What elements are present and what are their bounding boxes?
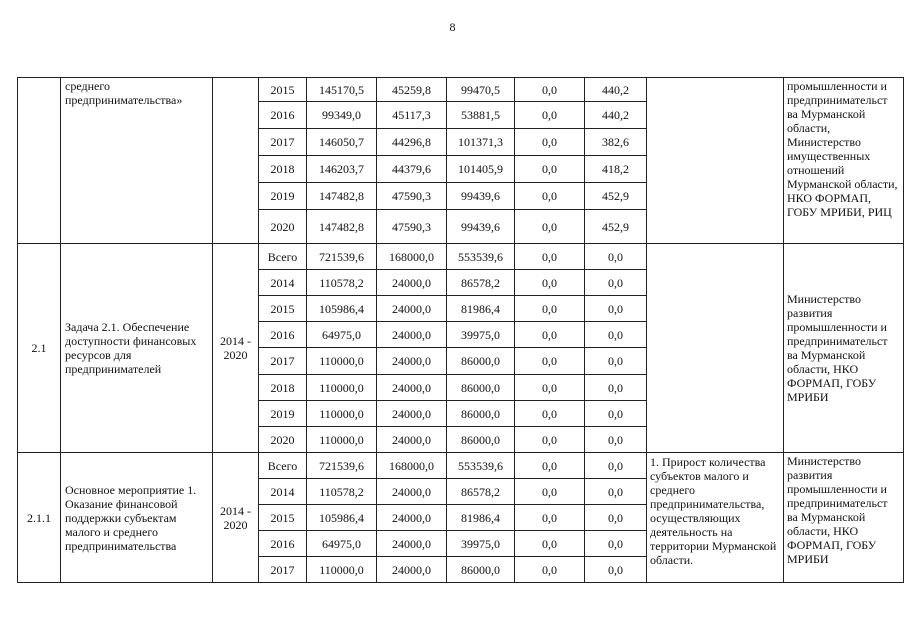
local-cell: 0,0 — [515, 531, 585, 557]
local-cell: 0,0 — [515, 479, 585, 505]
federal-cell: 45117,3 — [377, 102, 447, 129]
regional-cell: 86000,0 — [447, 348, 515, 375]
total-cell: 110578,2 — [307, 479, 377, 505]
regional-cell: 86000,0 — [447, 557, 515, 583]
local-cell: 0,0 — [515, 78, 585, 102]
year-cell: 2014 — [259, 270, 307, 296]
federal-cell: 24000,0 — [377, 479, 447, 505]
other-cell: 440,2 — [585, 102, 647, 129]
federal-cell: 168000,0 — [377, 244, 447, 270]
item-name: Основное мероприятие 1. Оказание финансовой поддержки субъектам малого и среднего предпринимательства — [61, 453, 213, 583]
local-cell: 0,0 — [515, 210, 585, 244]
regional-cell: 53881,5 — [447, 102, 515, 129]
local-cell: 0,0 — [515, 427, 585, 453]
federal-cell: 24000,0 — [377, 531, 447, 557]
local-cell: 0,0 — [515, 505, 585, 531]
year-cell: 2017 — [259, 557, 307, 583]
total-cell: 147482,8 — [307, 210, 377, 244]
local-cell: 0,0 — [515, 453, 585, 479]
other-cell: 0,0 — [585, 244, 647, 270]
total-cell: 145170,5 — [307, 78, 377, 102]
item-name: среднего предпринимательства» — [61, 78, 213, 244]
regional-cell: 101405,9 — [447, 156, 515, 183]
year-cell: 2018 — [259, 375, 307, 401]
local-cell: 0,0 — [515, 129, 585, 156]
regional-cell: 86578,2 — [447, 270, 515, 296]
regional-cell: 81986,4 — [447, 505, 515, 531]
federal-cell: 47590,3 — [377, 210, 447, 244]
other-cell: 0,0 — [585, 270, 647, 296]
regional-cell: 39975,0 — [447, 531, 515, 557]
regional-cell: 81986,4 — [447, 296, 515, 322]
item-code: 2.1.1 — [18, 453, 61, 583]
other-cell: 452,9 — [585, 183, 647, 210]
total-cell: 110000,0 — [307, 427, 377, 453]
local-cell: 0,0 — [515, 244, 585, 270]
local-cell: 0,0 — [515, 156, 585, 183]
total-cell: 721539,6 — [307, 453, 377, 479]
year-cell: 2018 — [259, 156, 307, 183]
regional-cell: 553539,6 — [447, 244, 515, 270]
federal-cell: 47590,3 — [377, 183, 447, 210]
other-cell: 0,0 — [585, 557, 647, 583]
local-cell: 0,0 — [515, 557, 585, 583]
table-row — [18, 78, 904, 102]
other-cell: 418,2 — [585, 156, 647, 183]
year-cell: 2017 — [259, 348, 307, 375]
total-cell: 105986,4 — [307, 296, 377, 322]
year-cell: Всего — [259, 244, 307, 270]
local-cell: 0,0 — [515, 401, 585, 427]
total-cell: 64975,0 — [307, 322, 377, 348]
other-cell: 0,0 — [585, 505, 647, 531]
year-cell: 2020 — [259, 427, 307, 453]
federal-cell: 44296,8 — [377, 129, 447, 156]
regional-cell: 99439,6 — [447, 183, 515, 210]
regional-cell: 553539,6 — [447, 453, 515, 479]
item-period: 2014 - 2020 — [213, 453, 259, 583]
total-cell: 110578,2 — [307, 270, 377, 296]
federal-cell: 24000,0 — [377, 375, 447, 401]
year-cell: 2019 — [259, 183, 307, 210]
regional-cell: 99470,5 — [447, 78, 515, 102]
year-cell: 2020 — [259, 210, 307, 244]
item-code: 2.1 — [18, 244, 61, 453]
page-number: 8 — [449, 20, 456, 34]
item-period — [213, 78, 259, 244]
regional-cell: 86578,2 — [447, 479, 515, 505]
local-cell: 0,0 — [515, 348, 585, 375]
federal-cell: 24000,0 — [377, 270, 447, 296]
year-cell: 2016 — [259, 322, 307, 348]
total-cell: 64975,0 — [307, 531, 377, 557]
executor-cell: Министерство развития промышленности и предпринимательст ва Мурманской области, НКО ФОРМАП, ГОБУ МРИБИ — [784, 244, 904, 453]
regional-cell: 86000,0 — [447, 375, 515, 401]
total-cell: 105986,4 — [307, 505, 377, 531]
table-row — [18, 244, 904, 270]
federal-cell: 24000,0 — [377, 505, 447, 531]
regional-cell: 99439,6 — [447, 210, 515, 244]
local-cell: 0,0 — [515, 296, 585, 322]
regional-cell: 39975,0 — [447, 322, 515, 348]
regional-cell: 86000,0 — [447, 427, 515, 453]
federal-cell: 24000,0 — [377, 322, 447, 348]
item-period: 2014 - 2020 — [213, 244, 259, 453]
year-cell: 2017 — [259, 129, 307, 156]
other-cell: 0,0 — [585, 479, 647, 505]
other-cell: 0,0 — [585, 453, 647, 479]
year-cell: 2015 — [259, 505, 307, 531]
total-cell: 99349,0 — [307, 102, 377, 129]
other-cell: 382,6 — [585, 129, 647, 156]
federal-cell: 24000,0 — [377, 401, 447, 427]
indicator-cell — [647, 244, 784, 453]
total-cell: 146203,7 — [307, 156, 377, 183]
local-cell: 0,0 — [515, 270, 585, 296]
year-cell: 2019 — [259, 401, 307, 427]
indicator-cell: 1. Прирост количества субъектов малого и среднего предпринимательства, осуществляющих деятельность на территории Мурманской области. — [647, 453, 784, 583]
indicator-cell — [647, 78, 784, 244]
other-cell: 0,0 — [585, 375, 647, 401]
regional-cell: 101371,3 — [447, 129, 515, 156]
total-cell: 110000,0 — [307, 401, 377, 427]
other-cell: 0,0 — [585, 322, 647, 348]
year-cell: 2014 — [259, 479, 307, 505]
year-cell: 2016 — [259, 531, 307, 557]
local-cell: 0,0 — [515, 102, 585, 129]
other-cell: 0,0 — [585, 348, 647, 375]
other-cell: 440,2 — [585, 78, 647, 102]
year-cell: 2015 — [259, 78, 307, 102]
item-code — [18, 78, 61, 244]
federal-cell: 45259,8 — [377, 78, 447, 102]
local-cell: 0,0 — [515, 375, 585, 401]
executor-cell: Министерство развития промышленности и предпринимательст ва Мурманской области, НКО ФОРМАП, ГОБУ МРИБИ — [784, 453, 904, 583]
budget-table — [17, 77, 904, 583]
federal-cell: 24000,0 — [377, 557, 447, 583]
regional-cell: 86000,0 — [447, 401, 515, 427]
executor-cell: промышленности и предпринимательст ва Мурманской области, Министерство имущественных отношений Мурманской области, НКО ФОРМАП, ГОБУ МРИБИ, РИЦ — [784, 78, 904, 244]
table-body — [18, 78, 904, 583]
table-row — [18, 453, 904, 479]
federal-cell: 24000,0 — [377, 348, 447, 375]
total-cell: 110000,0 — [307, 348, 377, 375]
other-cell: 0,0 — [585, 427, 647, 453]
total-cell: 110000,0 — [307, 375, 377, 401]
year-cell: Всего — [259, 453, 307, 479]
federal-cell: 24000,0 — [377, 296, 447, 322]
other-cell: 0,0 — [585, 531, 647, 557]
total-cell: 146050,7 — [307, 129, 377, 156]
other-cell: 0,0 — [585, 296, 647, 322]
local-cell: 0,0 — [515, 322, 585, 348]
other-cell: 452,9 — [585, 210, 647, 244]
year-cell: 2016 — [259, 102, 307, 129]
federal-cell: 168000,0 — [377, 453, 447, 479]
year-cell: 2015 — [259, 296, 307, 322]
federal-cell: 44379,6 — [377, 156, 447, 183]
total-cell: 147482,8 — [307, 183, 377, 210]
item-name: Задача 2.1. Обеспечение доступности финансовых ресурсов для предпринимателей — [61, 244, 213, 453]
total-cell: 110000,0 — [307, 557, 377, 583]
local-cell: 0,0 — [515, 183, 585, 210]
other-cell: 0,0 — [585, 401, 647, 427]
total-cell: 721539,6 — [307, 244, 377, 270]
federal-cell: 24000,0 — [377, 427, 447, 453]
